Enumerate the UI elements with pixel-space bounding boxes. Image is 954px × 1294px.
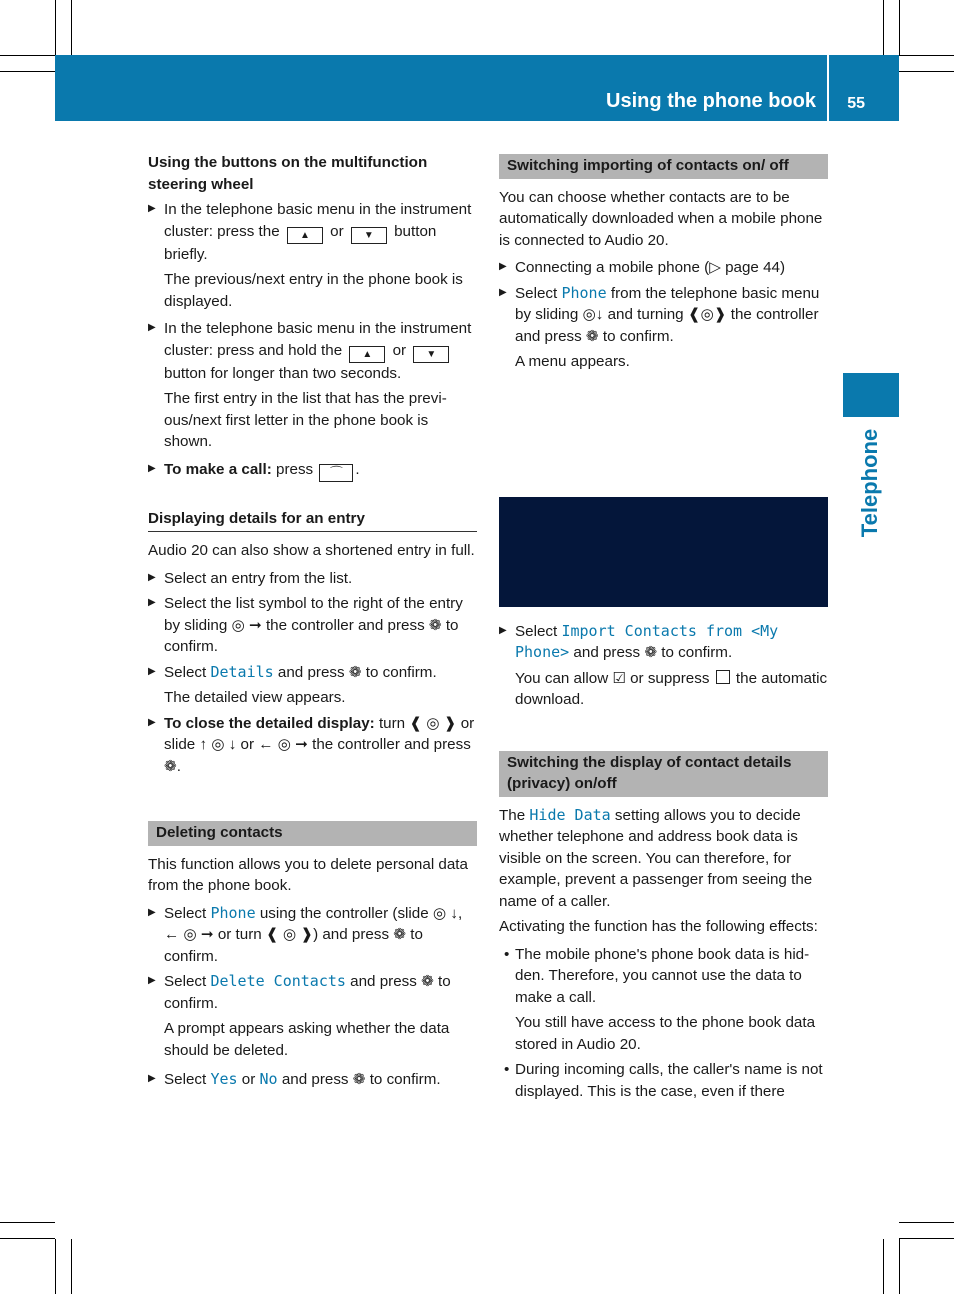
menu-item-import-contacts: Import Contacts from <My Phone> (515, 621, 779, 661)
step-text: or (392, 341, 407, 359)
step-item: ▶ Select an entry from the list. (148, 568, 477, 590)
deleting-intro: This function allows you to delete personal data from the phone book. (148, 855, 468, 894)
down-button-icon: ▼ (351, 227, 387, 244)
step-item (148, 713, 477, 778)
crop-mark (883, 1239, 884, 1294)
crop-mark (899, 1222, 954, 1223)
crop-mark (0, 55, 55, 56)
menu-item-phone: Phone (210, 903, 256, 922)
bullet-note: You still have access to the phone book data stored in Audio 20. (515, 1014, 816, 1053)
step-text: or (241, 1071, 256, 1088)
step-item (499, 283, 828, 348)
chapter-tab-label: Telephone (857, 428, 882, 538)
page-title: Using the phone book (606, 90, 816, 112)
crop-mark (55, 1239, 56, 1294)
menu-item-yes: Yes (210, 1070, 238, 1088)
step-text: turn ❰ ◎ ❱ or slide ↑ ◎ ↓ or ← ◎ ➞ the controller and press ❁. (164, 714, 475, 775)
crop-mark (71, 1239, 72, 1294)
crop-mark (55, 0, 56, 55)
step-item (148, 903, 477, 968)
step-item (148, 199, 477, 265)
up-button-icon: ▲ (349, 346, 385, 363)
checkbox-empty-icon (716, 670, 730, 684)
step-text: In the telephone basic menu in the instrument cluster: press the (164, 201, 472, 240)
chapter-tab-block (843, 373, 899, 417)
step-note: The previous/next entry in the phone book is displayed. (164, 271, 463, 310)
paragraph-text: setting allows you to decide whether telephone and address book data is visible on the screen. You can therefore, for example, prevent a passenger from seeing the name of a caller. (499, 806, 813, 910)
paragraph-text: The (499, 806, 526, 824)
step-note: The first entry in the list that has the previous/next first letter in the phone book is shown. (164, 390, 447, 450)
step-item (499, 621, 828, 664)
step-bold-label: To make a call: (164, 460, 272, 478)
crop-mark (899, 1238, 954, 1239)
display-screenshot (499, 497, 828, 607)
step-text: and press ❁ to confirm. (277, 663, 437, 681)
page-header (55, 55, 899, 121)
menu-item-delete-contacts: Delete Contacts (210, 972, 346, 990)
crop-mark (0, 1222, 55, 1223)
privacy-heading: Switching the display of contact details (privacy) on/off (499, 751, 828, 797)
step-text: button briefly. (164, 222, 437, 263)
step-text: press (276, 460, 314, 478)
crop-mark (883, 0, 884, 55)
menu-item-details: Details (210, 662, 274, 681)
down-button-icon: ▼ (413, 346, 449, 363)
step-text: from the telephone basic menu by sliding ◎↓ and turning ❰◎❱ the controller and press ❁ to confirm. (515, 284, 820, 345)
step-item: ▶ Select the list symbol to the right of the entry by sliding ◎ ➞ the controller and press ❁ to confirm. (148, 593, 477, 658)
step-text: Select (164, 663, 207, 681)
step-item (148, 318, 477, 384)
step-text: Select (515, 284, 558, 302)
step-text: the automatic download. (515, 669, 828, 708)
step-text: using the controller (slide ◎ ↓, ← ◎ ➞ or turn ❰ ◎ ❱) and press ❁ to confirm. (164, 904, 463, 965)
importing-intro: You can choose whether contacts are to be automatically downloaded when a mobile phone is connected to Audio 20. (499, 188, 823, 249)
crop-mark (899, 71, 954, 72)
privacy-paragraph (499, 805, 828, 913)
crop-mark (899, 0, 900, 55)
step-text: Select (164, 1071, 207, 1088)
step-text: or (330, 222, 344, 240)
step-text: and press ❁ to confirm. (164, 973, 451, 1012)
crop-mark (0, 1238, 55, 1239)
right-column (499, 154, 828, 1106)
up-button-icon: ▲ (287, 227, 323, 244)
step-text: and press ❁ to confirm. (281, 1071, 441, 1088)
menu-item-hide-data: Hide Data (529, 805, 611, 824)
step-bold-label: To close the detailed display: (164, 714, 375, 732)
step-item (148, 662, 477, 684)
deleting-heading: Deleting contacts (148, 821, 477, 846)
step-text: . (355, 460, 360, 478)
phone-call-icon: ⌒ (319, 464, 353, 482)
importing-heading: Switching importing of contacts on/ off (499, 154, 828, 179)
step-text: Select (164, 973, 207, 990)
crop-mark (0, 71, 55, 72)
step-text: Select (164, 904, 207, 922)
step-note: A prompt appears asking whether the data should be deleted. (164, 1020, 450, 1059)
step-note: A menu appears. (515, 353, 630, 370)
step-text: and press ❁ to confirm. (573, 644, 733, 661)
step-text: You can allow (515, 669, 609, 687)
step-text: Select (515, 622, 558, 640)
privacy-paragraph: Activating the function has the following effects: (499, 918, 818, 935)
step-note: The detailed view appears. (164, 689, 346, 706)
menu-item-phone: Phone (561, 283, 607, 302)
menu-item-no: No (259, 1070, 278, 1088)
bullet-item: • The mobile phone's phone book data is hidden. Therefore, you cannot use the data to make a call. (499, 944, 828, 1009)
step-item (148, 971, 477, 1014)
step-item (148, 1069, 477, 1091)
header-divider (827, 55, 829, 121)
crop-mark (71, 0, 72, 55)
step-note (499, 668, 828, 711)
details-intro: Audio 20 can also show a shortened entry in full. (148, 542, 475, 559)
step-text: button for longer than two seconds. (164, 364, 402, 382)
multifunction-heading: Using the buttons on the multifunction steering wheel (148, 154, 428, 193)
crop-mark (899, 1239, 900, 1294)
crop-mark (899, 55, 954, 56)
bullet-item: • During incoming calls, the caller's name is not displayed. This is the case, even if there (499, 1059, 828, 1102)
step-text: In the telephone basic menu in the instrument cluster: press and hold the (164, 320, 472, 359)
step-item (148, 459, 477, 482)
step-item: ▶ Connecting a mobile phone (▷ page 44) (499, 257, 828, 279)
step-text: or suppress (630, 669, 710, 687)
page-number: 55 (847, 95, 865, 112)
left-column (148, 150, 477, 1095)
checkbox-checked-icon: ☑ (612, 669, 626, 687)
details-heading: Displaying details for an entry (148, 508, 477, 533)
